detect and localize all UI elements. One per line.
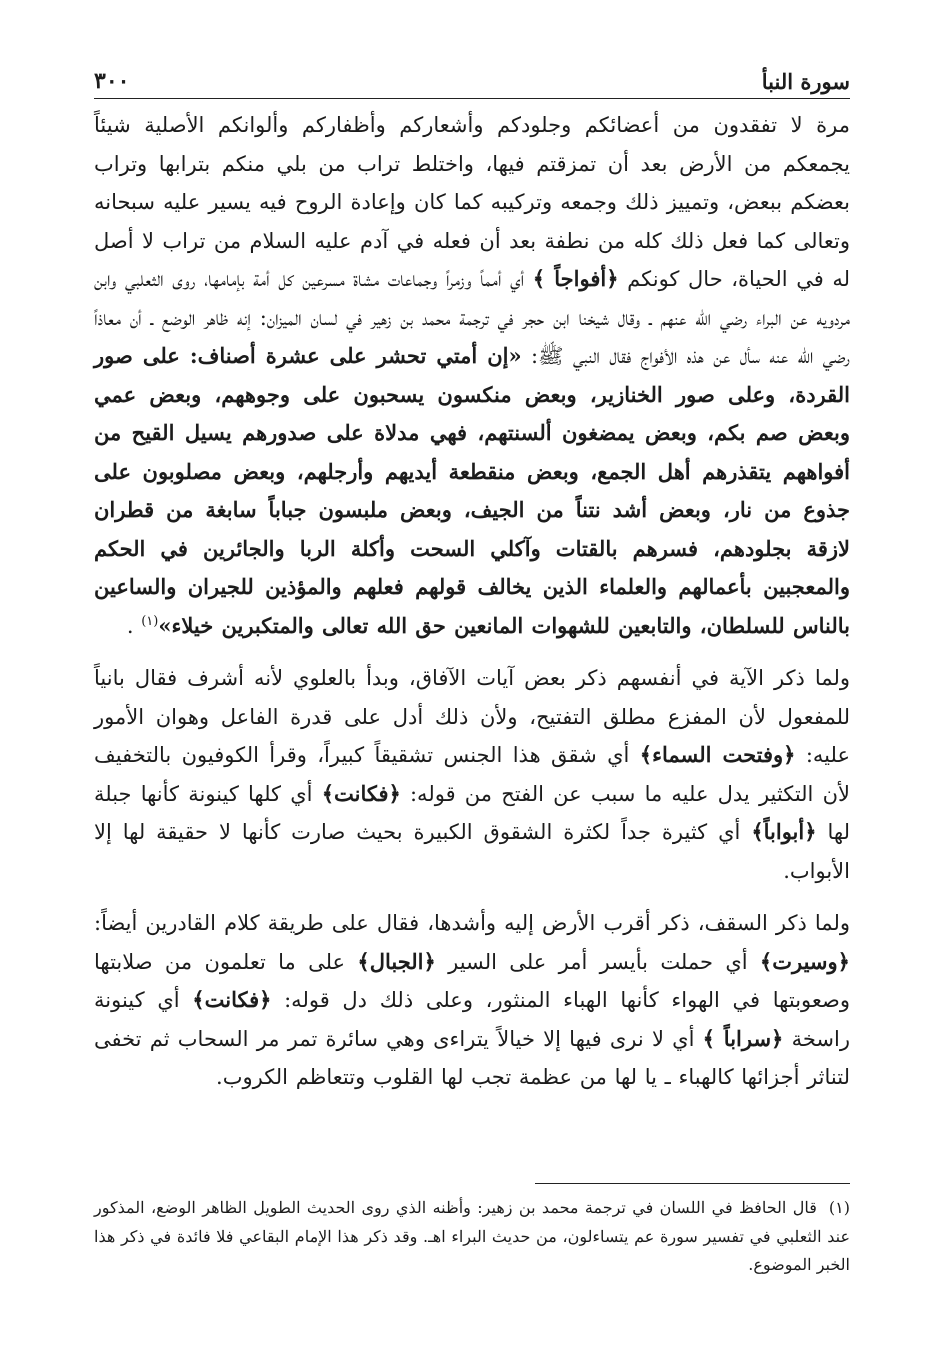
- footnote-divider: [535, 1183, 850, 1184]
- p3-text-d: أي كينونة راسخة: [94, 988, 850, 1051]
- quran-quote-afwaja: ﴿أفواجاً ﴾: [532, 266, 619, 291]
- quran-quote-abwaba: ﴿أبواباً﴾: [751, 819, 817, 844]
- p2-text-d: أي كثيرة جداً لكثرة الشقوق الكبيرة بحيث صارت كأنها لا حقيقة لها إلا الأبواب.: [94, 820, 850, 883]
- surah-name: سورة النبأ: [761, 69, 850, 94]
- p2-text-b: أي شقق هذا الجنس تشقيقاً كبيراً، وقرأ الكوفيون بالتخفيف لأن التكثير يدل عليه ما سبب عن الفتح من قوله:: [94, 743, 850, 806]
- p1-end: .: [126, 613, 134, 638]
- footnote-reference[interactable]: (١): [141, 613, 159, 629]
- quran-quote-suyyirat: ﴿وسيرت﴾: [759, 948, 850, 974]
- paragraph-2: [94, 659, 850, 890]
- page-header: [94, 58, 850, 94]
- p3-text-c: على ما تعلمون من صلابتها وصعوبتها في الهواء كأنها الهباء المنثور، وعلى ذلك دل قوله:: [94, 949, 851, 1012]
- p2-text-a: ولما ذكر الآية في أنفسهم ذكر بعض آيات الآفاق، وبدأ بالعلوي لأنه أشرف فقال بانياً للمفعول لأن المفزع مطلق التفتيح، ولأن ذلك أدل على قدرة الفاعل وهوان الأمور عليه:: [94, 666, 850, 767]
- footnote: [94, 1194, 850, 1280]
- p1-text-b: أي أمماً وزمراً وجماعات مشاة مسرعين كل أمة بإمامها، روى الثعلبي وابن مردويه عن البراء رضي الله عنهم ـ وقال شيخنا ابن حجر في ترجمة محمد بن زهير في لسان الميزان: إنه ظاهر الوضع ـ أن معاذاً رضي الله عنه سأل عن هذه الأفواج فقال النبي ﷺ:: [94, 267, 850, 368]
- paragraph-3: [94, 904, 850, 1097]
- hadith-text: «إن أمتي تحشر على عشرة أصناف: على صور القردة، وعلى صور الخنازير، وبعض منكسون يسحبون على وجوههم، وبعض عمي وبعض صم بكم، وبعض يمضغون ألسنتهم، فهي مدلاة على صدورهم يسيل القيح من أفواههم يتقذرهم أهل الجمع، وبعض منقطعة أيديهم وأرجلهم، وبعض مصلوبون على جذوع من نار، وبعض أشد نتناً من الجيف، وبعض ملبسون جباباً سابغة من قطران لازقة بجلودهم، فسرهم بالقتات وآكلي السحت وأكلة الربا والجائرين في الحكم والمعجبين بأعمالهم والعلماء الذين يخالف قولهم فعلهم والمؤذين للجيران والساعين بالناس للسلطان، والتابعين للشهوات المانعين حق الله تعالى والمتكبرين خيلاء»: [94, 343, 850, 638]
- p1-text-a: مرة لا تفقدون من أعضائكم وجلودكم وأشعاركم وأظفاركم وألوانكم الأصلية شيئاً يجمعكم من الأرض بعد أن تمزقتم فيها، واختلط تراب من بلي منكم بترابها وتراب بعضكم ببعض، وتمييز ذلك وجمعه وتركيبه كما كان وإعادة الروح فيه يسير عليه سبحانه وتعالى كما فعل ذلك كله من نطفة بعد أن فعله في آدم عليه السلام من تراب لا أصل له في الحياة، حال كونكم: [94, 113, 851, 291]
- main-text: [94, 106, 850, 1097]
- footnote-number: (١): [828, 1198, 850, 1217]
- page-number: ٣٠٠: [94, 68, 130, 94]
- footnote-text: قال الحافظ في اللسان في ترجمة محمد بن زهير: وأظنه الذي روى الحديث الطويل الظاهر الوضع، المذكور عند الثعلبي في تفسير سورة عم يتساءلون، من حديث البراء اهـ. وقد ذكر هذا الإمام البقاعي فلا فائدة في ذكر هذا الخبر الموضوع.: [94, 1198, 851, 1274]
- paragraph-1: [94, 106, 850, 645]
- quran-quote-jibal: ﴿الجبال﴾: [357, 948, 436, 974]
- p3-text-b: أي حملت بأيسر أمر على السير: [448, 949, 748, 974]
- quran-quote-fakanat: ﴿فكانت﴾: [321, 780, 401, 806]
- quran-quote-futihat: ﴿وفتحت السماء﴾: [639, 742, 796, 767]
- quran-quote-fakanat-2: ﴿فكانت﴾: [192, 987, 272, 1012]
- quran-quote-saraba: ﴿سراباً ﴾: [702, 1025, 784, 1051]
- p3-text-a: ولما ذكر السقف، ذكر أقرب الأرض إليه وأشدها، فقال على طريقة كلام القادرين أيضاً:: [94, 911, 850, 935]
- p3-text-e: أي لا نرى فيها إلا خيالاً يتراءى وهي سائرة تمر مر السحاب ثم تخفى لتناثر أجزائها كالهباء ـ يا لها من عظمة تجب لها القلوب وتتعاظم الكروب.: [94, 1026, 850, 1089]
- p2-text-c: أي كلها كينونة كأنها جبلة لها: [94, 781, 850, 844]
- header-divider: [94, 98, 850, 99]
